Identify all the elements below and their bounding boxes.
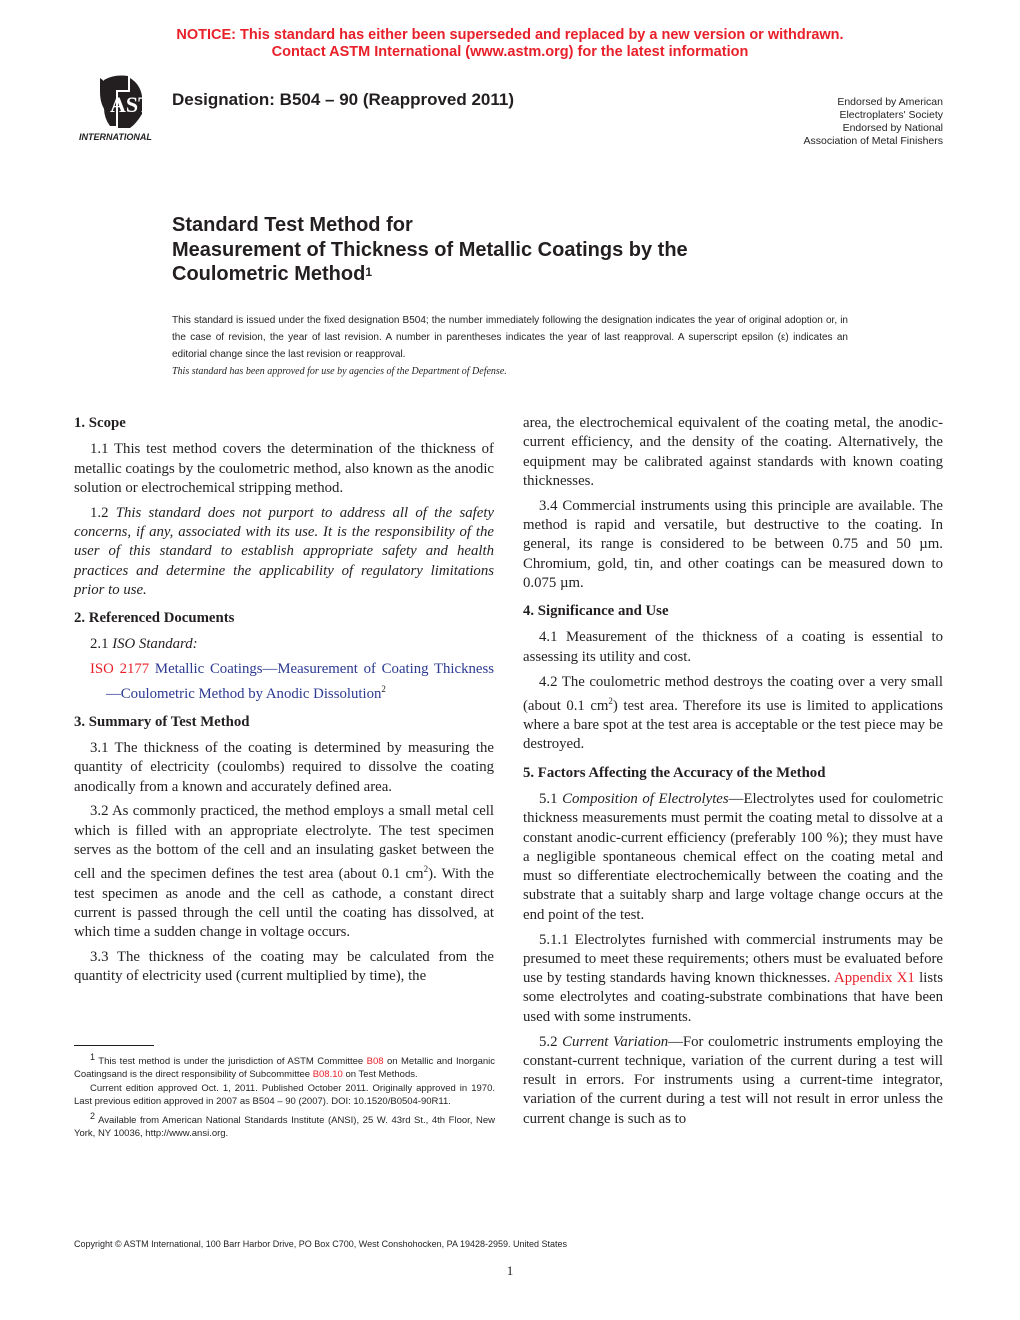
paragraph-3-2 xyxy=(74,802,494,942)
endorsed-line: Electroplaters' Society xyxy=(839,109,943,121)
footnote-1 xyxy=(74,1051,495,1081)
iso-reference-title[interactable]: Metallic Coatings—Measurement of Coating Thickness—Coulometric Method by Anodic Dissolution xyxy=(106,661,494,702)
section-heading-scope: 1. Scope xyxy=(74,415,126,431)
logo-mark: ASTM xyxy=(110,92,174,117)
footnote-marker: 2 xyxy=(90,1110,96,1121)
paragraph-3-1: 3.1 The thickness of the coating is determined by measuring the quantity of electricity (coulombs) required to dissolve the coating anodically from a known and accurately defined area. xyxy=(74,740,494,795)
endorsed-line: Endorsed by National xyxy=(842,122,943,134)
copyright-line: Copyright © ASTM International, 100 Barr Harbor Drive, PO Box C700, West Conshohocken, PA 19428-2959. United States xyxy=(74,1239,568,1249)
dod-approval-statement: This standard has been approved for use by agencies of the Department of Defense. xyxy=(172,366,507,377)
paragraph-3-2-text-cont: ). With the test specimen as anode and the cell as cathode, a constant direct current is passed through the cell until the coating has dissolved, at which time a sudden change in voltage occurs. xyxy=(74,866,494,941)
notice-line-2: Contact ASTM International (www.astm.org) for the latest information xyxy=(271,44,749,60)
astm-logo xyxy=(70,70,174,150)
paragraph-5-1-1-text-cont: lists some electrolytes and coating-substrate combinations that have been used with some instruments. xyxy=(523,970,943,1025)
paragraph-5-1-1-text: 5.1.1 Electrolytes furnished with commercial instruments may be presumed to meet these requirements; others must be evaluated before use by testing standards having known thicknesses. xyxy=(523,931,943,987)
paragraph-4-1: 4.1 Measurement of the thickness of a coating is essential to assessing its utility and cost. xyxy=(523,629,943,665)
title-line-1: Standard Test Method for xyxy=(172,214,413,236)
paragraph-5-1-1 xyxy=(523,931,943,1027)
endorsed-line: Association of Metal Finishers xyxy=(803,135,943,147)
title-footnote-ref[interactable]: 1 xyxy=(365,265,373,279)
footnote-divider xyxy=(74,1045,154,1046)
iso-reference-code[interactable]: ISO 2177 xyxy=(90,661,150,678)
safety-caveat: This standard does not purport to address all of the safety concerns, if any, associated with its use. It is the responsibility of the user of this standard to establish appropriate safety and health practices and determine the applicability of regulatory limitations prior to use. xyxy=(74,504,494,598)
logo-text: INTERNATIONAL xyxy=(79,132,152,142)
astm-logo-icon xyxy=(70,70,174,150)
section-heading-factors: 5. Factors Affecting the Accuracy of the Method xyxy=(523,764,826,781)
paragraph-4-2-text: 4.2 The coulometric method destroys the coating over a very small (about 0.1 cm xyxy=(523,673,943,714)
subcommittee-b08-10-link[interactable]: B08.10 xyxy=(312,1069,343,1081)
committee-b08-link[interactable]: B08 xyxy=(366,1056,384,1068)
paragraph-5-1-text: —Electrolytes used for coulometric thickness measurements must permit the coating metal to dissolve at a constant anodic-current efficiency (preferably 100 %); they must have a negligible spontaneous chemical effect on the coating metal and must so differentiate electrochemically between the coating and the substrate that a suitably sharp and large voltage change occurs at the end point of the test. xyxy=(523,790,944,923)
paragraph-5-2-text: —For coulometric instruments employing the constant-current technique, variation of the current during a test will result in errors. For instruments using a current-time integrator, variation of the current during a test will not result in error unless the current change is such as to xyxy=(523,1033,943,1127)
iso-standard-label: ISO Standard: xyxy=(112,636,198,653)
paragraph-5-1 xyxy=(523,790,943,925)
document-title xyxy=(172,213,688,287)
notice-line-1: NOTICE: This standard has either been superseded and replaced by a new version or withdrawn. xyxy=(176,27,844,43)
title-line-2: Measurement of Thickness of Metallic Coatings by the xyxy=(172,238,688,261)
footnote-1-text: This test method is under the jurisdiction of ASTM Committee xyxy=(98,1056,364,1068)
endorsement-block xyxy=(804,96,943,148)
title-line-3 xyxy=(172,262,688,287)
paragraph-4-2 xyxy=(523,673,943,755)
paragraph-5-2 xyxy=(523,1033,943,1129)
footnote-ref-2[interactable]: 2 xyxy=(381,683,386,694)
notice-banner xyxy=(0,27,1020,61)
paragraph-3-4: 3.4 Commercial instruments using this principle are available. The method is rapid and versatile, but destructive to the coating. In general, its range is considered to be between 0.75 and 50 µm. Chromium, gold, tin, and other coatings can be measured down to 0.075 µm. xyxy=(523,497,943,591)
paragraph-2-1 xyxy=(74,635,494,654)
page-number: 1 xyxy=(506,1263,514,1278)
paragraph-number: 1.2 xyxy=(90,504,109,521)
title-line-3-text: Coulometric Method xyxy=(172,263,366,285)
unit-exponent: 2 xyxy=(608,695,613,706)
footnote-marker: 1 xyxy=(90,1052,96,1062)
paragraph-1-2 xyxy=(74,504,494,600)
left-column xyxy=(74,414,494,992)
unit-exponent: 2 xyxy=(423,864,429,875)
paragraph-1-1: 1.1 This test method covers the determination of the thickness of metallic coatings by the coulometric method, also known as the anodic solution or electrochemical stripping method. xyxy=(74,441,494,496)
section-heading-referenced-documents: 2. Referenced Documents xyxy=(74,610,235,627)
footnote-1-text-end: on Test Methods. xyxy=(345,1069,418,1081)
footnotes xyxy=(74,1051,495,1141)
section-heading-significance: 4. Significance and Use xyxy=(523,603,669,620)
paragraph-title: Current Variation xyxy=(562,1033,669,1050)
paragraph-4-2-text-cont: ) test area. Therefore its use is limited to applications where a bare spot at the test area is acceptable or the test piece may be destroyed. xyxy=(523,697,943,753)
paragraph-number: 2.1 xyxy=(90,636,109,653)
appendix-x1-link[interactable]: Appendix X1 xyxy=(834,970,915,987)
designation: Designation: B504 – 90 (Reapproved 2011) xyxy=(172,90,515,109)
footnote-1-edition: Current edition approved Oct. 1, 2011. Published October 2011. Originally approved in 1970. Last previous edition approved in 2007 as B504 – 90 (2007). DOI: 10.1520/B0504-90R11. xyxy=(74,1083,495,1108)
paragraph-3-3: 3.3 The thickness of the coating may be calculated from the quantity of electricity used (current multiplied by time), the xyxy=(74,948,494,985)
paragraph-title: Composition of Electrolytes xyxy=(562,790,729,807)
paragraph-number: 5.1 xyxy=(539,790,558,807)
paragraph-3-3-continued: area, the electrochemical equivalent of the coating metal, the anodic-current efficiency, and the density of the coating. Alternatively, the equipment may be calibrated against standards with known coating thicknesses. xyxy=(523,415,943,489)
footnote-1-text-cont: on Metallic and Inorganic Coatingsand is the direct responsibility of Subcommittee xyxy=(74,1056,496,1081)
right-column xyxy=(523,414,943,1135)
paragraph-number: 5.2 xyxy=(539,1033,558,1050)
footnote-2-text: Available from American National Standards Institute (ANSI), 25 W. 43rd St., 4th Floor, New York, NY 10036, http://www.ansi.org. xyxy=(74,1114,496,1139)
iso-reference xyxy=(74,660,494,704)
endorsed-line: Endorsed by American xyxy=(837,96,943,108)
section-heading-summary: 3. Summary of Test Method xyxy=(74,713,250,730)
footnote-2 xyxy=(74,1110,495,1140)
paragraph-3-2-text: 3.2 As commonly practiced, the method employs a small metal cell which is filled with an appropriate electrolyte. The test specimen serves as the bottom of the cell and an insulating gasket between the cell and the specimen defines the test area (about 0.1 cm xyxy=(74,803,494,883)
issuance-statement: This standard is issued under the fixed designation B504; the number immediately following the designation indicates the year of original adoption or, in the case of revision, the year of last revision. A number in parentheses indicates the year of last reapproval. A superscript epsilon (ε) indicates an editorial change since the last revision or reapproval. xyxy=(172,315,848,360)
